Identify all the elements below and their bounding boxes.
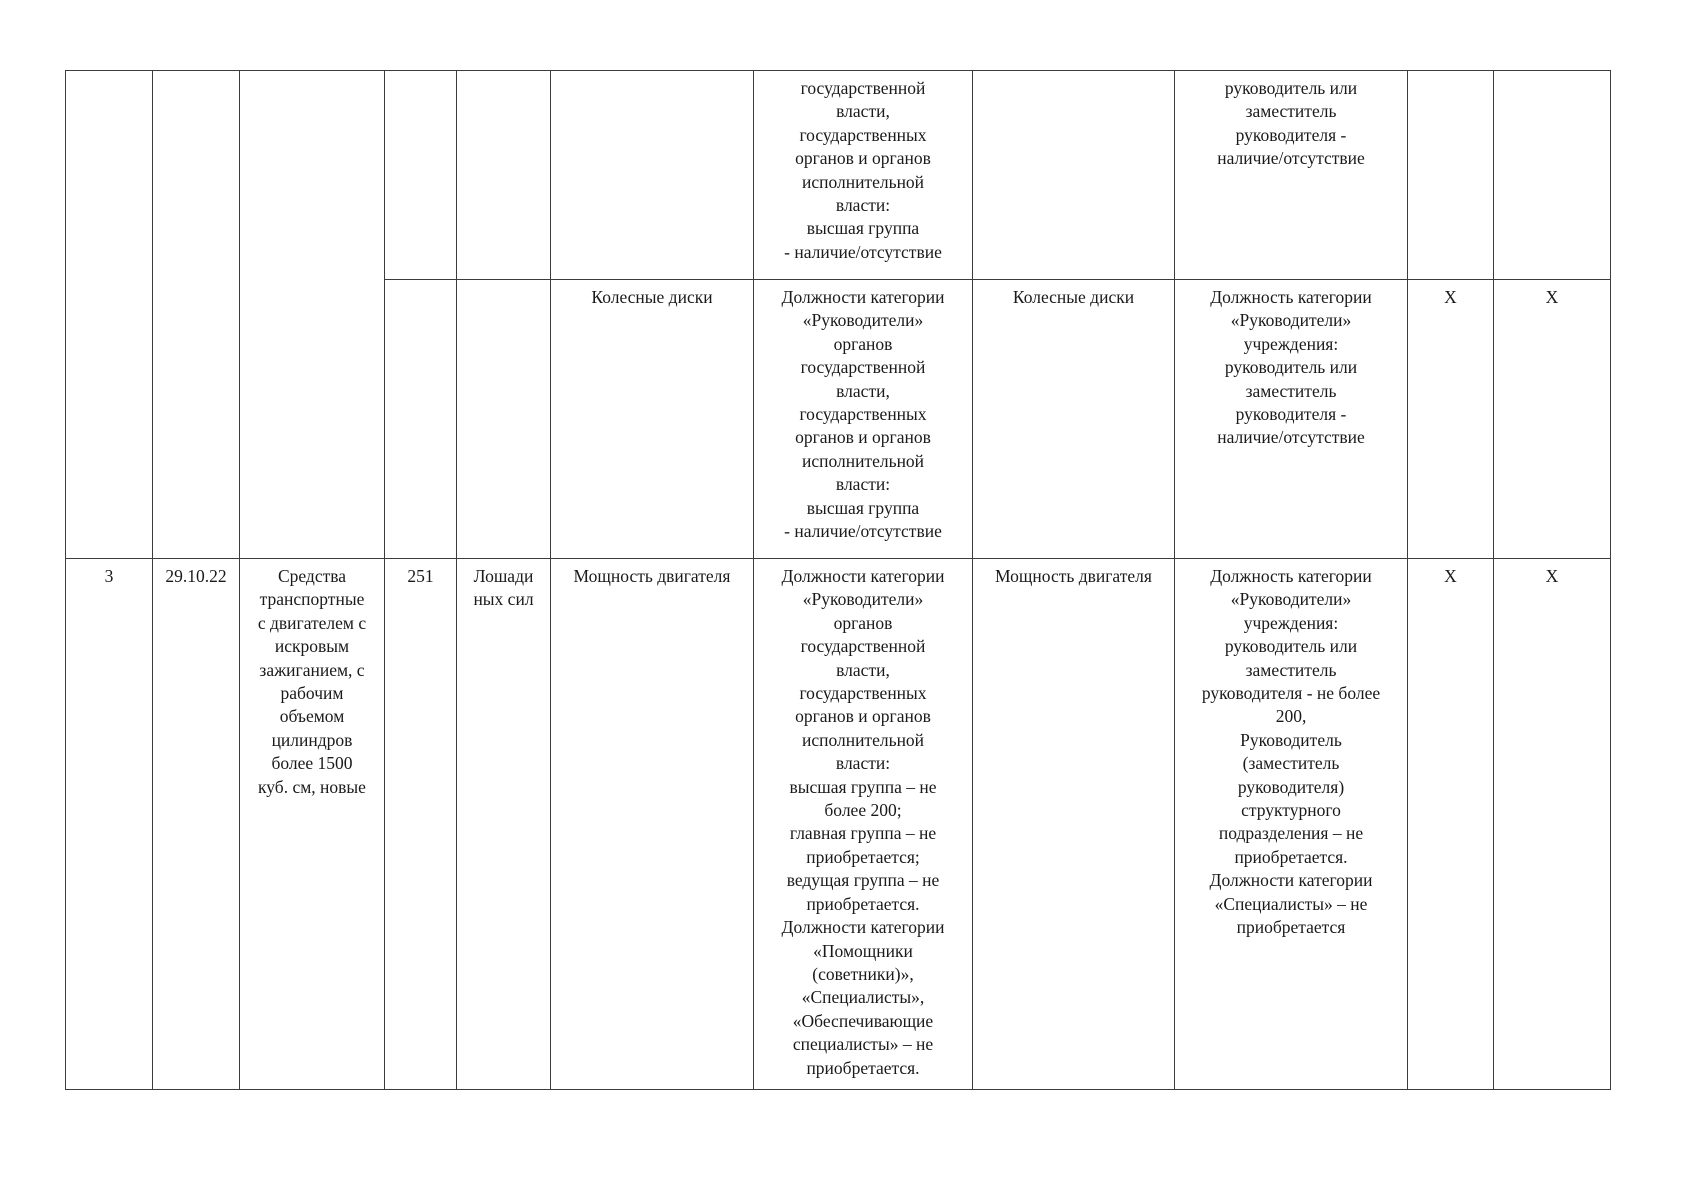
item-name-cell [240,71,385,559]
unit-code-cell [385,71,457,280]
justification-cell [1408,71,1494,280]
unit-name-cell [457,71,551,280]
function-cell: X [1494,559,1611,1090]
unit-code-cell: 251 [385,559,457,1090]
unit-name-cell: Лошади ных сил [457,559,551,1090]
approved-value-cell: руководитель или заместитель руководителя - наличие/отсутствие [1175,71,1408,280]
characteristic-cell: Мощность двигателя [551,559,754,1090]
approved-characteristic-cell [973,71,1175,280]
item-name-cell: Средства транспортные с двигателем с искровым зажиганием, с рабочим объемом цилиндров более 1500 куб. см, новые [240,559,385,1090]
approved-characteristic-cell: Колесные диски [973,280,1175,559]
justification-cell: X [1408,280,1494,559]
function-cell [1494,71,1611,280]
approved-value-cell: Должность категории «Руководители» учреждения: руководитель или заместитель руководителя - наличие/отсутствие [1175,280,1408,559]
characteristic-value-cell: государственной власти, государственных органов и органов исполнительной власти: высшая группа - наличие/отсутствие [754,71,973,280]
approved-value-cell: Должность категории «Руководители» учреждения: руководитель или заместитель руководителя - не более 200, Руководитель (заместитель руководителя) структурного подразделения – не приобретается. Должности категории «Специалисты» – не приобретается [1175,559,1408,1090]
justification-cell: X [1408,559,1494,1090]
characteristic-value-cell: Должности категории «Руководители» органов государственной власти, государственных органов и органов исполнительной власти: высшая группа - наличие/отсутствие [754,280,973,559]
unit-name-cell [457,280,551,559]
table-row [66,559,1611,1090]
function-cell: X [1494,280,1611,559]
approved-characteristic-cell: Мощность двигателя [973,559,1175,1090]
characteristic-cell: Колесные диски [551,280,754,559]
unit-code-cell [385,280,457,559]
row-number-cell: 3 [66,559,153,1090]
requirements-table [65,70,1611,1090]
row-number-cell [66,71,153,559]
characteristic-value-cell: Должности категории «Руководители» органов государственной власти, государственных органов и органов исполнительной власти: высшая группа – не более 200; главная группа – не приобретается; ведущая группа – не приобретается. Должности категории «Помощники (советники)», «Специалисты», «Обеспечивающие специалисты» – не приобретается. [754,559,973,1090]
characteristic-cell [551,71,754,280]
code-cell: 29.10.22 [153,559,240,1090]
table-row [66,71,1611,280]
code-cell [153,71,240,559]
